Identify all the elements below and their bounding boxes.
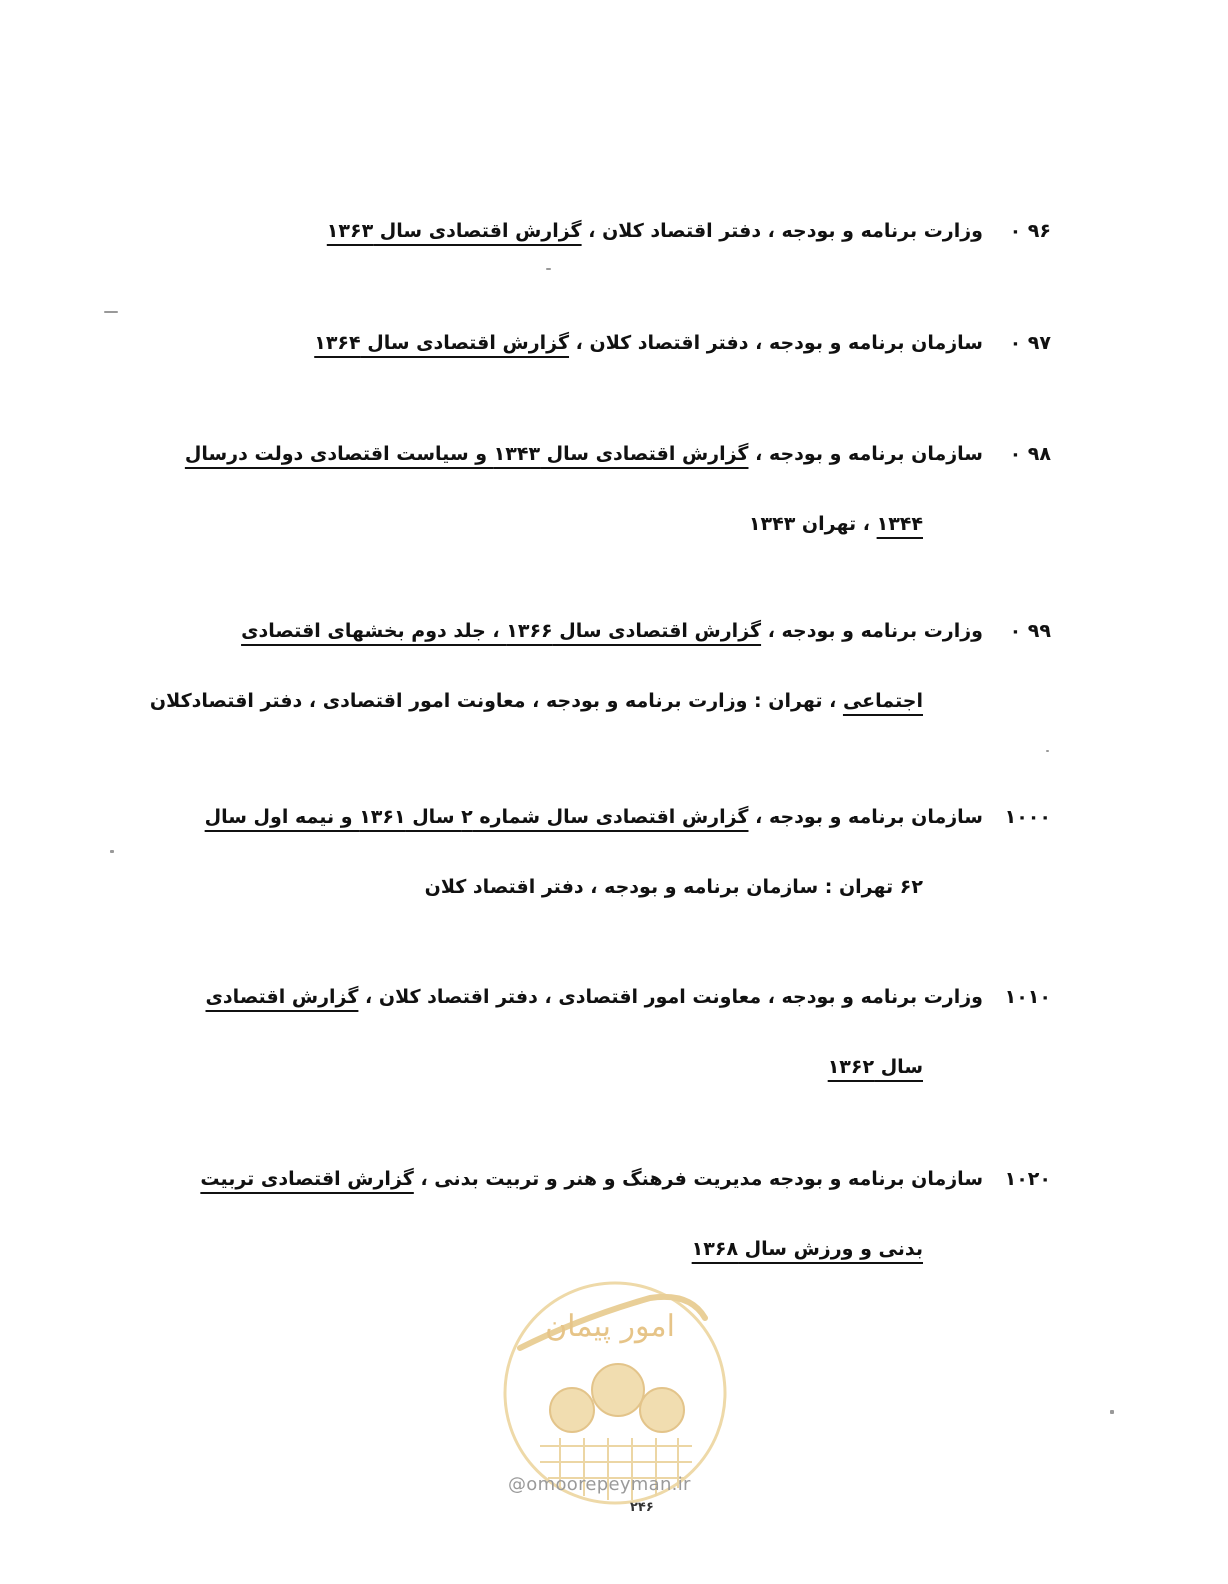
reference-text-segment: وزارت برنامه و بودجه ، معاونت امور اقتصادی ، دفتر اقتصاد کلان ، — [365, 986, 983, 1008]
reference-title-segment: گزارش اقتصادی سال شماره ۲ سال ۱۳۶۱ و نیمه اول سال — [204, 806, 749, 828]
reference-continuation-line — [149, 684, 983, 718]
reference-line — [204, 800, 1051, 834]
page-number: ۲۴۶ — [630, 1500, 654, 1515]
scan-speck — [1110, 1410, 1114, 1414]
reference-entry — [205, 326, 1051, 360]
reference-number: ۱۰۲۰ — [1004, 1168, 1051, 1190]
reference-text-segment: ، تهران : وزارت برنامه و بودجه ، معاونت امور اقتصادی ، دفتر اقتصادکلان — [149, 690, 837, 712]
reference-line — [205, 326, 1051, 360]
reference-number: ۹۷ ۰ — [1009, 332, 1051, 354]
reference-continuation-line — [205, 1232, 983, 1266]
reference-entry — [204, 800, 1051, 904]
reference-title-segment: گزارش اقتصادی تربیت — [200, 1168, 414, 1190]
reference-title-segment: بدنی و ورزش سال ۱۳۶۸ — [691, 1238, 923, 1260]
reference-text-segment: وزارت برنامه و بودجه ، دفتر اقتصاد کلان ، — [588, 220, 983, 242]
scan-speck — [1046, 750, 1049, 752]
reference-text-segment: سازمان برنامه و بودجه مدیریت فرهنگ و هنر و تربیت بدنی ، — [420, 1168, 983, 1190]
reference-number: ۹۸ ۰ — [1009, 443, 1051, 465]
reference-title-segment: سال ۱۳۶۲ — [827, 1056, 923, 1078]
reference-number: ۱۰۰۰ — [1004, 806, 1051, 828]
reference-text-segment: سازمان برنامه و بودجه ، دفتر اقتصاد کلان ، — [575, 332, 983, 354]
reference-number: ۱۰۱۰ — [1004, 986, 1051, 1008]
reference-line — [184, 437, 1051, 471]
reference-continuation-line — [205, 870, 983, 904]
reference-text-segment: ۶۲ تهران : سازمان برنامه و بودجه ، دفتر اقتصاد کلان — [424, 876, 923, 898]
reference-title-segment: گزارش اقتصادی سال ۱۳۶۳ — [326, 220, 582, 242]
reference-title-segment: گزارش اقتصادی سال ۱۳۶۶ ، جلد دوم بخشهای اقتصادی — [241, 620, 762, 642]
scan-speck — [110, 850, 114, 853]
reference-continuation-line — [205, 1050, 983, 1084]
reference-text-segment: سازمان برنامه و بودجه ، — [755, 806, 983, 828]
reference-continuation-line — [205, 507, 983, 541]
reference-text-segment: وزارت برنامه و بودجه ، — [767, 620, 983, 642]
reference-number: ۹۶ ۰ — [1009, 220, 1051, 242]
reference-entry — [205, 980, 1051, 1084]
reference-title-segment: گزارش اقتصادی سال ۱۳۴۳ و سیاست اقتصادی دولت درسال — [184, 443, 749, 465]
reference-title-segment: اجتماعی — [842, 690, 923, 712]
reference-number: ۹۹ ۰ — [1009, 620, 1051, 642]
reference-text-segment: سازمان برنامه و بودجه ، — [755, 443, 983, 465]
reference-title-segment: گزارش اقتصادی — [205, 986, 359, 1008]
reference-line — [205, 614, 1051, 648]
reference-line — [205, 214, 1051, 248]
reference-title-segment: گزارش اقتصادی سال ۱۳۶۴ — [314, 332, 570, 354]
reference-entry — [184, 437, 1051, 541]
reference-text-segment: ، تهران ۱۳۴۳ — [748, 513, 870, 535]
scan-speck — [104, 311, 118, 313]
reference-entry — [200, 1162, 1051, 1266]
reference-line — [205, 980, 1051, 1014]
scan-speck — [546, 268, 551, 270]
reference-entry — [205, 214, 1051, 248]
reference-line — [200, 1162, 1051, 1196]
reference-title-segment: ۱۳۴۴ — [876, 513, 923, 535]
reference-entry — [149, 614, 1051, 718]
logo-text: امور پیمان — [545, 1309, 675, 1344]
watermark-url: @omoorepeyman.ir — [508, 1474, 691, 1495]
